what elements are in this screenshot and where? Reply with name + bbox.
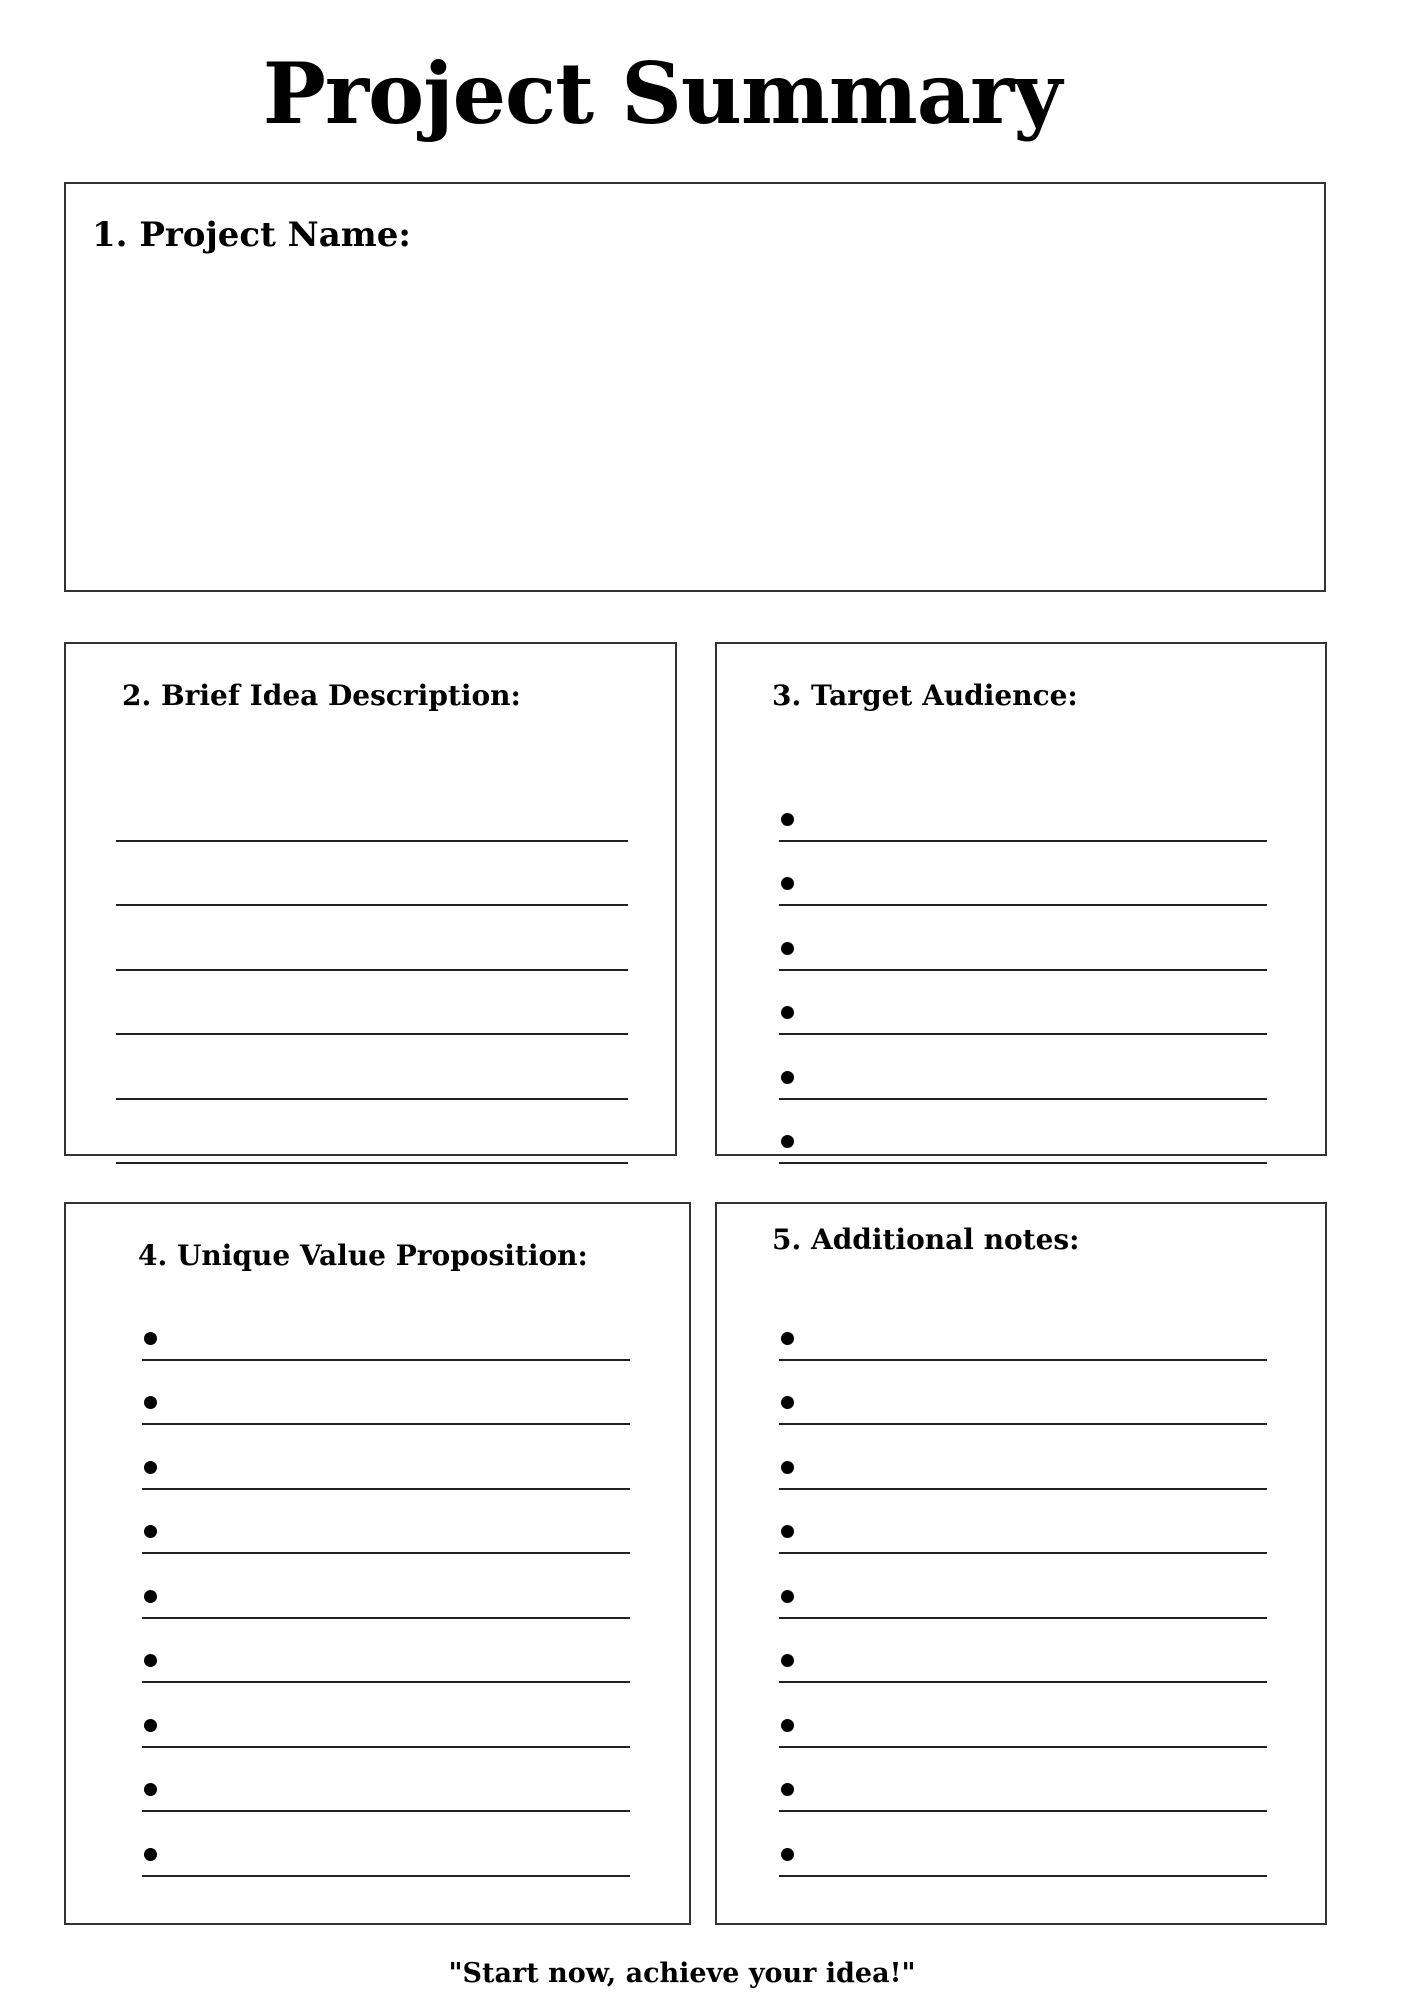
bullet-icon [144, 1654, 157, 1667]
brief-idea-writing-line [116, 971, 628, 1036]
additional-notes-writing-line [779, 1425, 1267, 1490]
additional-notes-section [715, 1202, 1327, 1925]
bullet-icon [781, 1071, 794, 1084]
bullet-icon [144, 1590, 157, 1603]
unique-value-lines [142, 1296, 630, 1877]
bullet-icon [144, 1848, 157, 1861]
target-audience-section [715, 642, 1327, 1156]
brief-idea-lines [116, 777, 628, 1164]
bullet-icon [144, 1525, 157, 1538]
bullet-icon [781, 1783, 794, 1796]
target-audience-writing-line [779, 971, 1267, 1036]
bullet-icon [781, 1396, 794, 1409]
project-name-section [64, 182, 1326, 592]
unique-value-writing-line [142, 1812, 630, 1877]
additional-notes-writing-line [779, 1748, 1267, 1813]
additional-notes-writing-line [779, 1554, 1267, 1619]
bullet-icon [781, 1848, 794, 1861]
bullet-icon [781, 1525, 794, 1538]
project-name-heading: 1. Project Name: [92, 215, 411, 255]
unique-value-writing-line [142, 1425, 630, 1490]
unique-value-writing-line [142, 1683, 630, 1748]
target-audience-writing-line [779, 1100, 1267, 1165]
bullet-icon [781, 1006, 794, 1019]
additional-notes-heading: 5. Additional notes: [772, 1223, 1080, 1256]
bullet-icon [144, 1396, 157, 1409]
bullet-icon [144, 1783, 157, 1796]
bullet-icon [781, 1135, 794, 1148]
additional-notes-writing-line [779, 1812, 1267, 1877]
brief-idea-writing-line [116, 1100, 628, 1165]
bullet-icon [781, 877, 794, 890]
brief-idea-heading: 2. Brief Idea Description: [122, 679, 521, 712]
brief-idea-section [64, 642, 677, 1156]
bullet-icon [781, 1332, 794, 1345]
additional-notes-lines [779, 1296, 1267, 1877]
brief-idea-writing-line [116, 777, 628, 842]
bullet-icon [144, 1332, 157, 1345]
bullet-icon [781, 1719, 794, 1732]
bullet-icon [144, 1461, 157, 1474]
target-audience-lines [779, 777, 1267, 1164]
bullet-icon [781, 1461, 794, 1474]
unique-value-writing-line [142, 1490, 630, 1555]
additional-notes-writing-line [779, 1490, 1267, 1555]
additional-notes-writing-line [779, 1683, 1267, 1748]
footer-quote: "Start now, achieve your idea!" [448, 1958, 916, 1989]
unique-value-section [64, 1202, 691, 1925]
additional-notes-writing-line [779, 1619, 1267, 1684]
bullet-icon [781, 1590, 794, 1603]
target-audience-writing-line [779, 842, 1267, 907]
unique-value-writing-line [142, 1296, 630, 1361]
unique-value-writing-line [142, 1748, 630, 1813]
unique-value-heading: 4. Unique Value Proposition: [138, 1239, 588, 1272]
target-audience-writing-line [779, 777, 1267, 842]
additional-notes-writing-line [779, 1361, 1267, 1426]
unique-value-writing-line [142, 1619, 630, 1684]
bullet-icon [781, 1654, 794, 1667]
unique-value-writing-line [142, 1554, 630, 1619]
additional-notes-writing-line [779, 1296, 1267, 1361]
unique-value-writing-line [142, 1361, 630, 1426]
brief-idea-writing-line [116, 842, 628, 907]
target-audience-writing-line [779, 1035, 1267, 1100]
target-audience-heading: 3. Target Audience: [772, 679, 1078, 712]
brief-idea-writing-line [116, 906, 628, 971]
page-title: Project Summary [262, 44, 1062, 143]
brief-idea-writing-line [116, 1035, 628, 1100]
target-audience-writing-line [779, 906, 1267, 971]
bullet-icon [781, 942, 794, 955]
bullet-icon [781, 813, 794, 826]
bullet-icon [144, 1719, 157, 1732]
